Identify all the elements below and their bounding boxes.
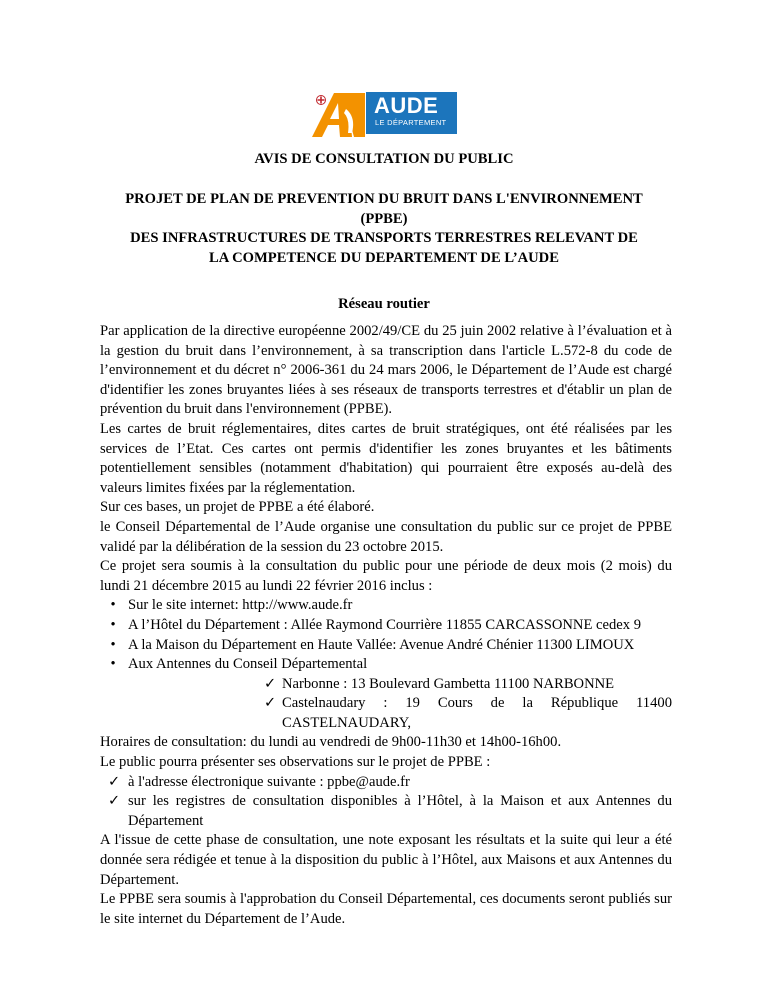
list-item-text: Sur le site internet: http://www.aude.fr [128, 597, 353, 614]
paragraph-approval: Le PPBE sera soumis à l'approbation du Conseil Départemental, ces documents seront publiés sur le site internet du Département de l’Aude. [100, 891, 672, 927]
paragraph-bases: Sur ces bases, un projet de PPBE a été élaboré. [100, 499, 375, 516]
list-item-text: Aux Antennes du Conseil Départemental [128, 656, 368, 673]
notice-body [100, 322, 672, 929]
project-title [100, 190, 668, 268]
observation-item [100, 792, 672, 831]
checkmark-icon: ✓ [264, 675, 277, 692]
subheading: Réseau routier [338, 296, 430, 312]
paragraph-directive: Par application de la directive européenne 2002/49/CE du 25 juin 2002 relative à l’évaluation et à la gestion du bruit dans l’environnement, à sa transcription dans l'article L.572-8 du code de l’environnement et du décret n° 2006-361 du 24 mars 2006, le Département de l’Aude est chargé d'identifier les zones bruyantes liées à ses réseaux de transports terrestres et d'établir un plan de prévention du bruit dans l'environnement (PPBE). [100, 323, 672, 418]
antenne-text: Narbonne : 13 Boulevard Gambetta 11100 NARBONNE [282, 675, 615, 692]
notice-title: AVIS DE CONSULTATION DU PUBLIC [254, 151, 514, 167]
logo-subtitle-text: LE DÉPARTEMENT [375, 118, 447, 127]
bullet-icon: • [110, 636, 116, 653]
bullet-icon: • [110, 656, 116, 673]
paragraph-hours: Horaires de consultation: du lundi au vendredi de 9h00-11h30 et 14h00-16h00. [100, 734, 562, 751]
checkmark-icon: ✓ [108, 773, 121, 790]
paragraph-consultation-period: Ce projet sera soumis à la consultation du public pour une période de deux mois (2 mois) du lundi 21 décembre 2015 au lundi 22 février 2016 inclus : [100, 558, 672, 594]
antenne-text: Castelnaudary : 19 Cours de la République 11400 CASTELNAUDARY, [282, 695, 672, 731]
observation-text: sur les registres de consultation disponibles à l’Hôtel, à la Maison et aux Antennes du Département [128, 793, 672, 829]
list-item [100, 596, 672, 616]
paragraph-noise-maps: Les cartes de bruit réglementaires, dites cartes de bruit stratégiques, ont été réalisées par les services de l’Etat. Ces cartes ont permis d'identifier les zones bruyantes et les bâtiments potentiellement sensibles (notamment d'habitation) qui pourraient être exposés au-delà des valeurs limites fixées par la réglementation. [100, 420, 672, 496]
project-title-line: DES INFRASTRUCTURES DE TRANSPORTS TERRESTRES RELEVANT DE [130, 230, 638, 246]
antenne-item [100, 694, 672, 733]
aude-logo [308, 89, 457, 137]
paragraph-observations-intro: Le public pourra présenter ses observations sur le projet de PPBE : [100, 754, 491, 771]
project-title-line: LA COMPETENCE DU DEPARTEMENT DE L’AUDE [209, 249, 559, 266]
aude-logo-mark-icon [308, 89, 365, 137]
list-item-text: A la Maison du Département en Haute Vallée: Avenue André Chénier 11300 LIMOUX [128, 636, 635, 653]
paragraph-results: A l'issue de cette phase de consultation, une note exposant les résultats et la suite qui leur a été donnée sera rédigée et tenue à la disposition du public à l’Hôtel, aux Maisons et aux Antennes du Département. [100, 832, 672, 888]
observation-text: à l'adresse électronique suivante : ppbe@aude.fr [128, 773, 410, 790]
antenne-item [100, 675, 672, 695]
logo-brand-text: AUDE [374, 93, 439, 118]
bullet-icon: • [110, 597, 116, 614]
paragraph-council: le Conseil Départemental de l’Aude organise une consultation du public sur ce projet de PPBE validé par la délibération de la session du 23 octobre 2015. [100, 518, 672, 555]
project-title-line: (PPBE) [360, 210, 408, 227]
list-item-text: A l’Hôtel du Département : Allée Raymond Courrière 11855 CARCASSONNE cedex 9 [128, 616, 641, 633]
list-item [100, 616, 672, 636]
list-item [100, 636, 672, 656]
observation-item [100, 773, 672, 793]
checkmark-icon: ✓ [108, 793, 121, 810]
bullet-icon: • [110, 616, 116, 633]
project-title-line: PROJET DE PLAN DE PREVENTION DU BRUIT DANS L'ENVIRONNEMENT [125, 191, 643, 207]
list-item [100, 655, 672, 675]
checkmark-icon: ✓ [264, 695, 277, 712]
aude-logo-wordmark [366, 92, 457, 134]
